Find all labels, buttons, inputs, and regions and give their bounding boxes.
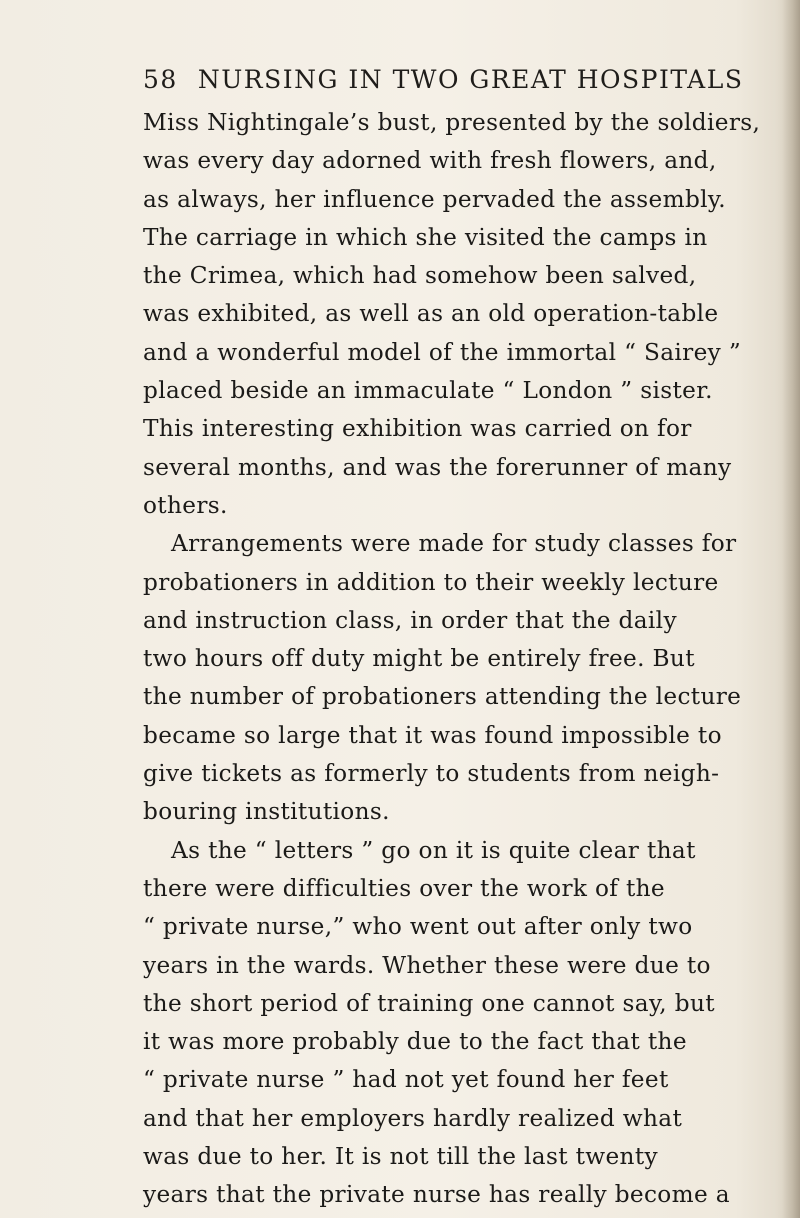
text-line: two hours off duty might be entirely free. But: [143, 645, 695, 673]
text-line: years in the wards. Whether these were due to: [143, 951, 711, 979]
text-line: was every day adorned with fresh flowers, and,: [143, 147, 717, 175]
text-line: the short period of training one cannot say, but: [143, 989, 715, 1017]
text-line: and that her employers hardly realized what: [143, 1104, 683, 1132]
text-line: Miss Nightingale’s bust, presented by the soldiers,: [143, 109, 761, 136]
text-line: bouring institutions.: [143, 798, 390, 826]
running-title: NURSING IN TWO GREAT HOSPITALS: [197, 64, 744, 94]
text-line: became so large that it was found impossible to: [143, 721, 722, 749]
text-line: was exhibited, as well as an old operation-table: [143, 300, 719, 328]
text-line: This interesting exhibition was carried on for: [143, 415, 692, 443]
text-line: placed beside an immaculate “ London ” sister.: [143, 377, 713, 405]
page-header: [143, 60, 744, 98]
text-line: the Crimea, which had somehow been salved,: [143, 262, 697, 290]
text-line: there were difficulties over the work of the: [143, 874, 665, 902]
paragraph-start-line: Arrangements were made for study classes for: [171, 530, 737, 558]
text-line: “ private nurse ” had not yet found her feet: [143, 1066, 669, 1094]
text-line: was due to her. It is not till the last twenty: [143, 1143, 658, 1171]
text-line: several months, and was the forerunner of many: [143, 453, 732, 481]
text-line: and instruction class, in order that the daily: [143, 606, 677, 634]
text-line: years that the private nurse has really become a: [143, 1181, 730, 1209]
text-line: others.: [143, 491, 228, 519]
paragraph-start-line: As the “ letters ” go on it is quite clear that: [171, 836, 696, 864]
body-text: [143, 104, 761, 1215]
text-line: and a wonderful model of the immortal “ Sairey ”: [143, 338, 742, 366]
text-line: as always, her influence pervaded the assembly.: [143, 185, 727, 213]
text-line: probationers in addition to their weekly lecture: [143, 568, 719, 596]
text-line: “ private nurse,” who went out after only two: [143, 913, 693, 941]
text-line: it was more probably due to the fact that the: [143, 1028, 687, 1056]
page-edge-shadow: [782, 0, 800, 1218]
page-number: 58: [143, 64, 178, 94]
text-line: give tickets as formerly to students from neigh-: [143, 760, 720, 788]
text-line: the number of probationers attending the lecture: [143, 683, 742, 711]
text-line: The carriage in which she visited the camps in: [143, 223, 708, 251]
